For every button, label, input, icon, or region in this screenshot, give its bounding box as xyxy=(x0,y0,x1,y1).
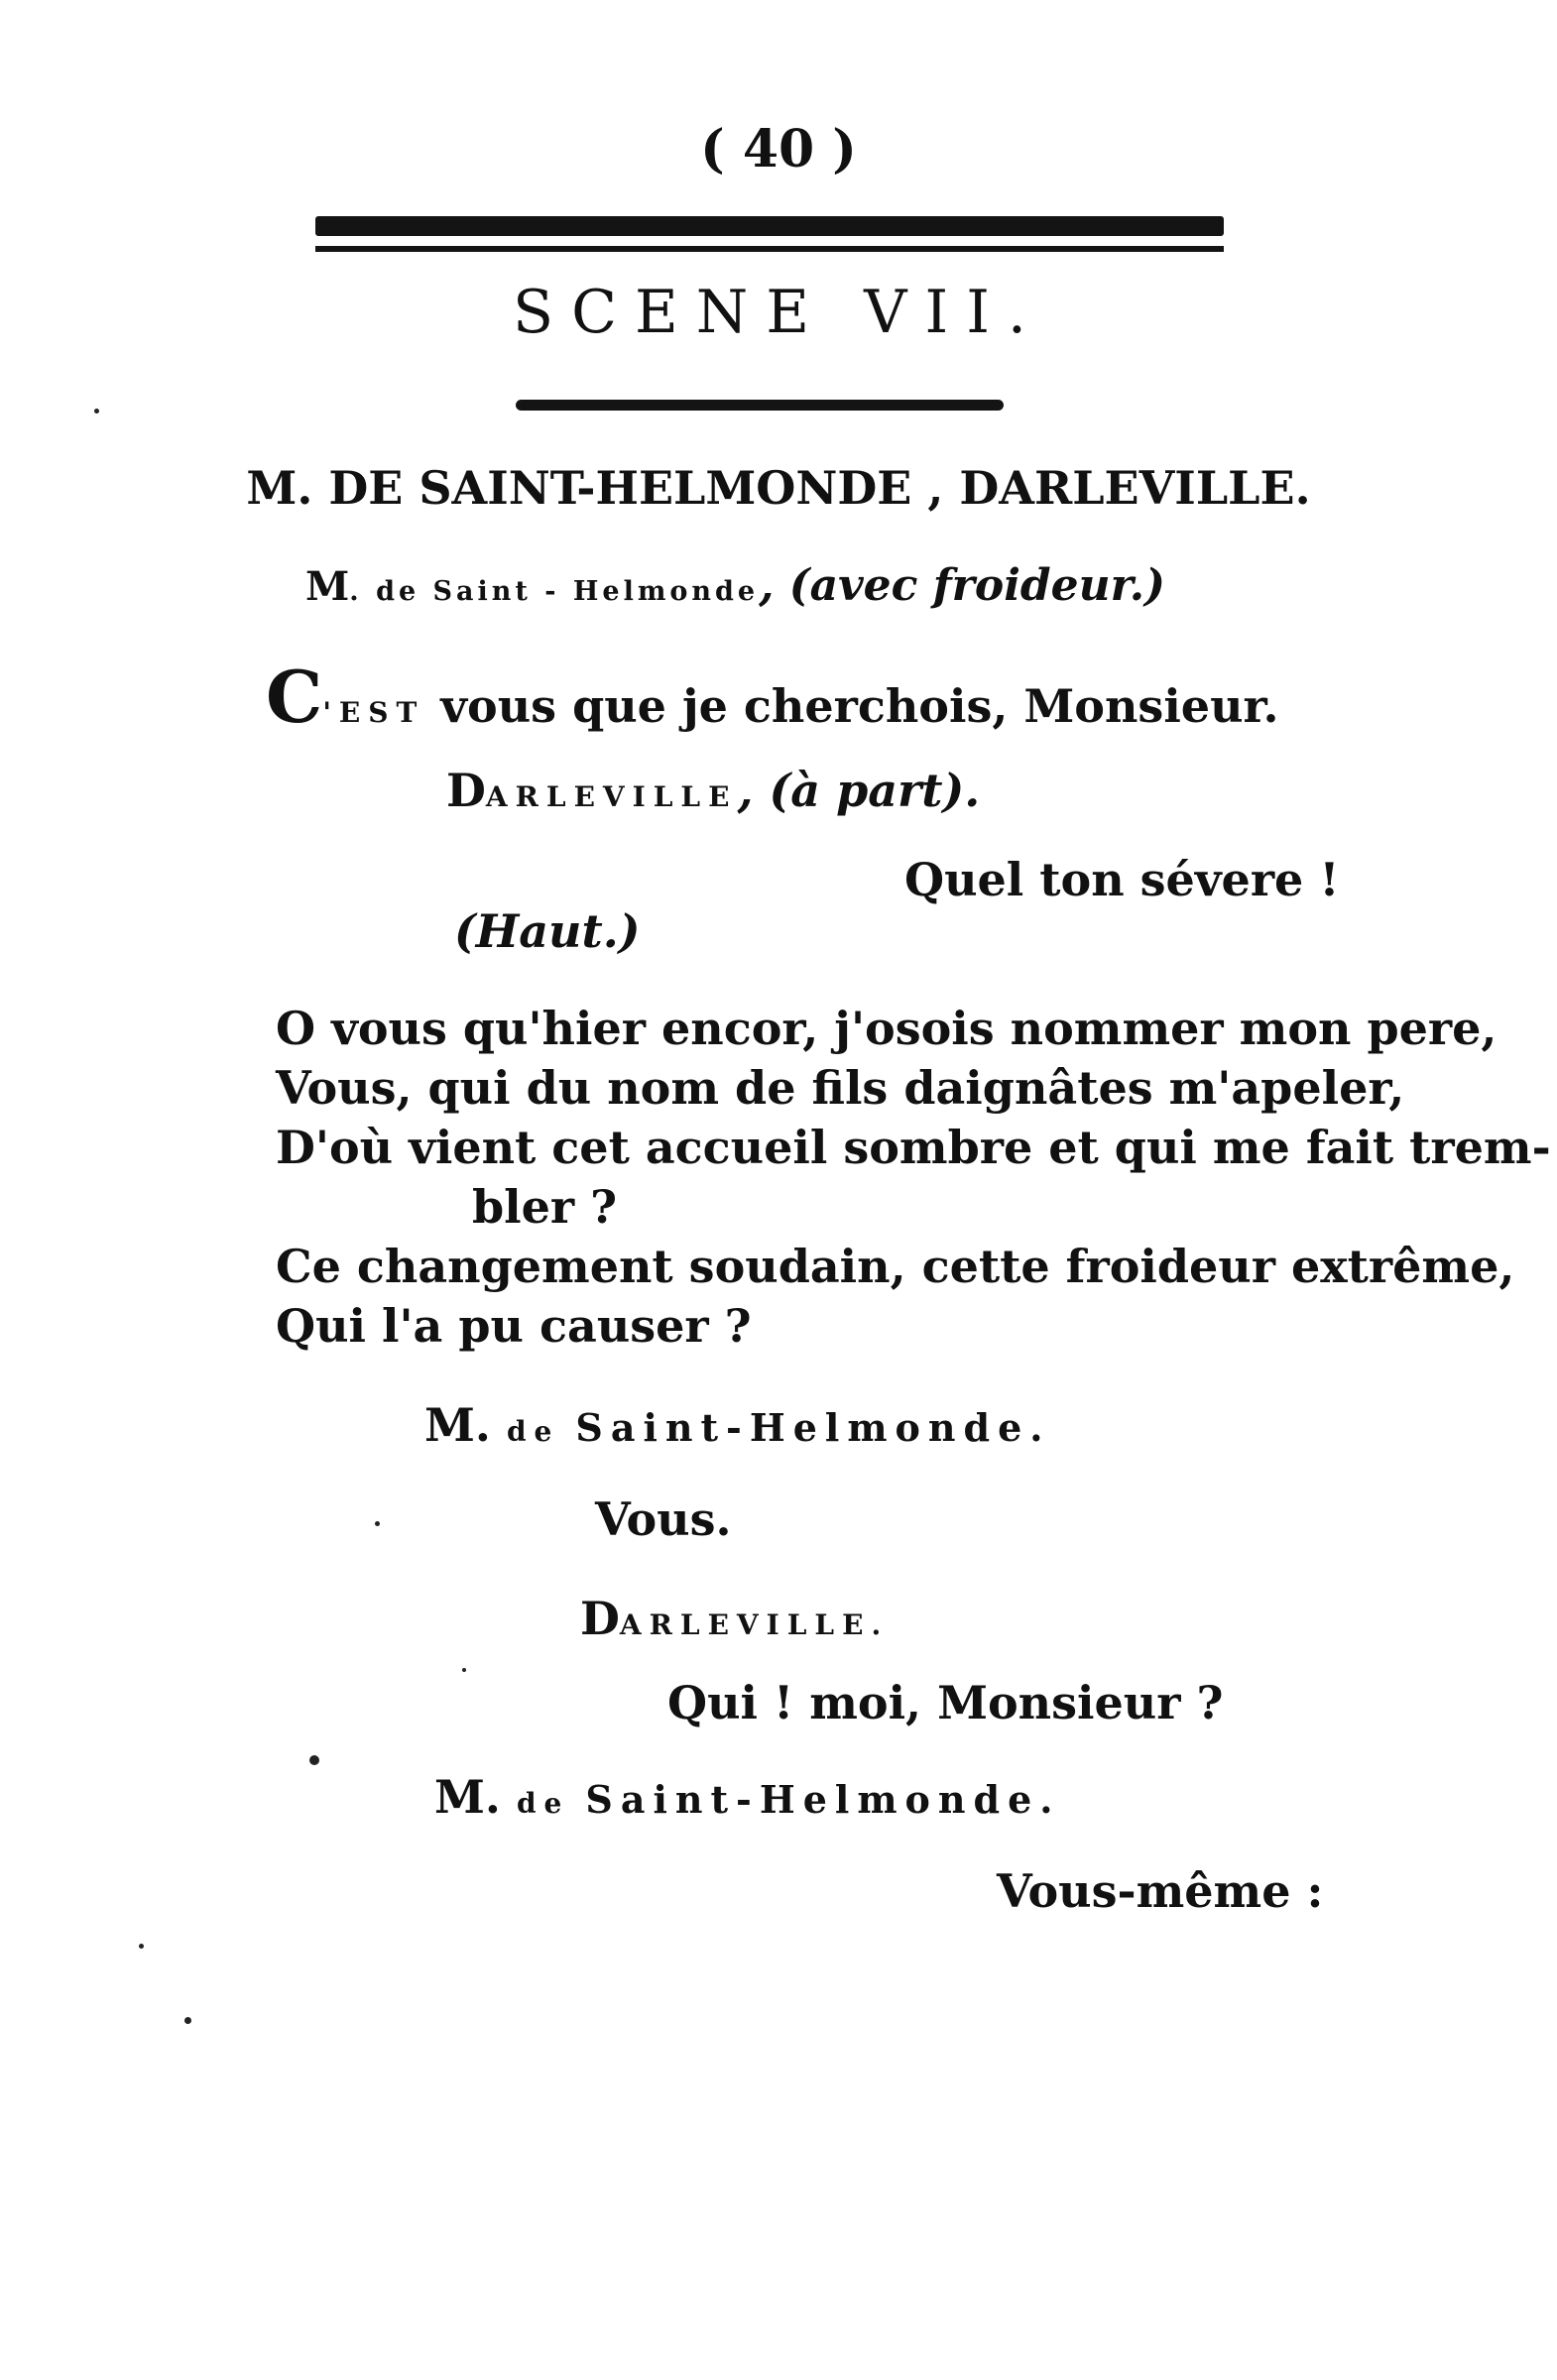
print-speck xyxy=(94,409,99,414)
verse-line: Ce changement soudain, cette froideur extrême, xyxy=(276,1240,1515,1293)
scene-title: SCENE VII. xyxy=(513,278,1044,347)
print-speck xyxy=(462,1668,466,1672)
scene-rule xyxy=(516,400,1004,411)
print-speck xyxy=(375,1521,380,1526)
verse-line: Qui l'a pu causer ? xyxy=(276,1299,752,1353)
stage-direction: , (à part). xyxy=(737,764,981,817)
verse-line: D'où vient cet accueil sombre et qui me fait trem- xyxy=(276,1121,1551,1174)
reply-line-2: Qui ! moi, Monsieur ? xyxy=(667,1676,1224,1729)
page-number: ( 40 ) xyxy=(700,119,857,179)
speaker-heading-5: M. de Saint-Helmonde. xyxy=(434,1770,1061,1824)
verse-line: O vous qu'hier encor, j'osois nommer mon pere, xyxy=(276,1002,1497,1055)
speaker-heading-3: M. de Saint-Helmonde. xyxy=(424,1398,1051,1452)
top-thick-rule xyxy=(315,216,1224,236)
stage-direction: , (avec froideur.) xyxy=(759,560,1165,611)
speech-line-1: C'EST vous que je cherchois, Monsieur. xyxy=(266,654,1279,739)
print-speck xyxy=(309,1755,319,1765)
reply-line-1: Vous. xyxy=(595,1492,732,1546)
print-speck xyxy=(184,2017,191,2024)
print-speck xyxy=(139,1944,144,1949)
verse-line: bler ? xyxy=(472,1180,618,1234)
speaker-heading-4: DARLEVILLE. xyxy=(580,1592,890,1645)
characters-list: M. DE SAINT-HELMONDE , DARLEVILLE. xyxy=(246,461,1311,515)
verse-line: Vous, qui du nom de fils daignâtes m'apeler, xyxy=(276,1061,1405,1115)
drop-cap: C xyxy=(266,654,323,739)
speaker-heading-1 xyxy=(305,560,1165,611)
top-thin-rule xyxy=(315,246,1224,252)
speech-line-2: Quel ton sévere ! xyxy=(904,853,1340,906)
speaker-name: M. de Saint - Helmonde xyxy=(305,563,760,610)
speaker-heading-2: DARLEVILLE, (à part). xyxy=(446,764,981,817)
stage-direction-aside: (Haut.) xyxy=(454,904,641,958)
reply-line-3: Vous-même : xyxy=(997,1864,1324,1918)
